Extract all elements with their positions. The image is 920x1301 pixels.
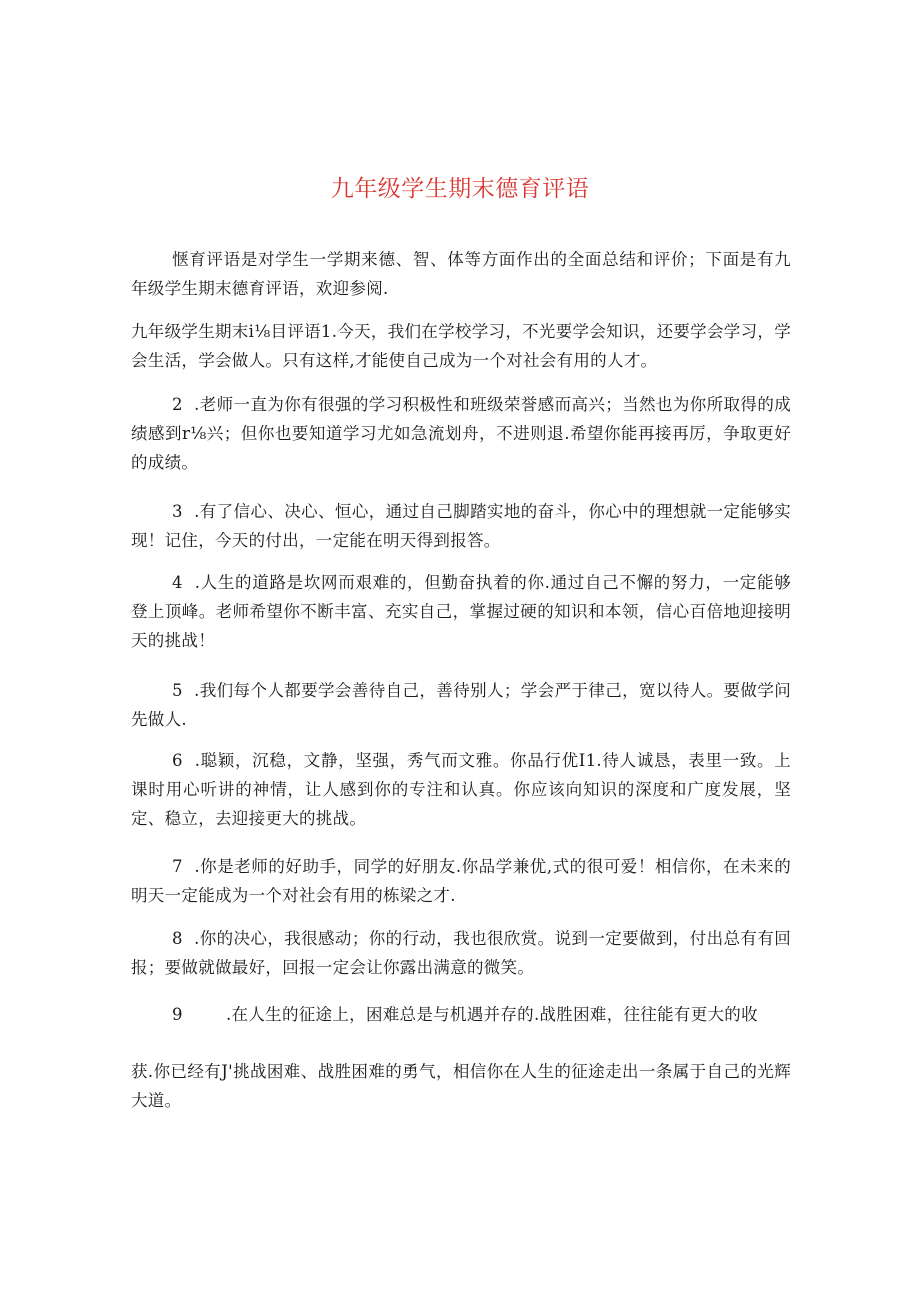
comment-4: [131, 568, 791, 655]
comment-9-first-line: [131, 1000, 791, 1029]
comment-number: 6: [172, 751, 183, 770]
comment-number: 4: [172, 573, 183, 592]
comment-text: .在人生的征途上，困难总是与机遇并存的.战胜困难，往往能有更大的收: [226, 1005, 758, 1024]
comment-number: 5: [172, 681, 183, 700]
comment-9-continuation: 获.你已经有J'挑战困难、战胜困难的勇气，相信你在人生的征途走出一条属于自己的光辉大道。: [131, 1062, 791, 1110]
comment-number: 8: [172, 929, 183, 948]
document-title: 九年级学生期末德育评语: [330, 176, 590, 202]
comment-number: 2: [172, 395, 183, 414]
comment-text: .聪颖，沉稳，文静，坚强，秀气而文雅。你品行优I1.待人诚恳，表里一致。上课时用心听讲的神情，让人感到你的专注和认真。你应该向知识的深度和广度发展，坚定、稳立，去迎接更大的挑战。: [131, 751, 791, 828]
comment-2: [131, 390, 791, 477]
comment-text: .我们每个人都要学会善待自己，善待别人；学会严于律己，宽以待人。要做学问先做人.: [131, 681, 792, 729]
comment-text: .你的决心，我很感动；你的行动，我也很欣赏。说到一定要做到，付出总有有回报；要做就做最好，回报一定会让你露出满意的微笑。: [131, 929, 792, 977]
comment-7: [131, 852, 791, 910]
comment-3: [131, 497, 791, 555]
comment-number: 7: [172, 857, 183, 876]
comment-text: .人生的道路是坎网而艰难的，但勤奋执着的你.通过自己不懈的努力，一定能够登上顶峰。老师希望你不断丰富、充实自己，掌握过硬的知识和本领，信心百倍地迎接明天的挑战！: [131, 573, 791, 650]
comment-6: [131, 746, 791, 833]
comment-5: [131, 676, 791, 734]
comment-number: 3: [172, 502, 183, 521]
comment-text: .有了信心、决心、恒心，通过自己脚踏实地的奋斗，你心中的理想就一定能够实现！记住，今天的付出，一定能在明天得到报答。: [131, 502, 792, 550]
comment-8: [131, 924, 791, 982]
comment-text: .你是老师的好助手，同学的好朋友.你品学兼优,式的很可爱！相信你，在未来的明天一定能成为一个对社会有用的栋梁之才.: [131, 857, 791, 905]
intro-paragraph: 惬育评语是对学生一学期来德、智、体等方面作出的全面总结和评价；下面是有九年级学生期末德育评语，欢迎参阅.: [131, 250, 791, 298]
comment-text: .老师一直为你有很强的学习积极性和班级荣誉感而高兴；当然也为你所取得的成绩感到r⅛兴；但你也要知道学习尤如急流划舟，不进则退.希望你能再接再厉，争取更好的成绩。: [131, 395, 792, 472]
comment-1: 九年级学生期末i⅛目评语1.今天，我们在学校学习，不光要学会知识，还要学会学习，学会生活，学会做人。只有这样,才能使自己成为一个对社会有用的人才。: [131, 322, 791, 370]
comment-number: 9: [172, 1005, 183, 1024]
